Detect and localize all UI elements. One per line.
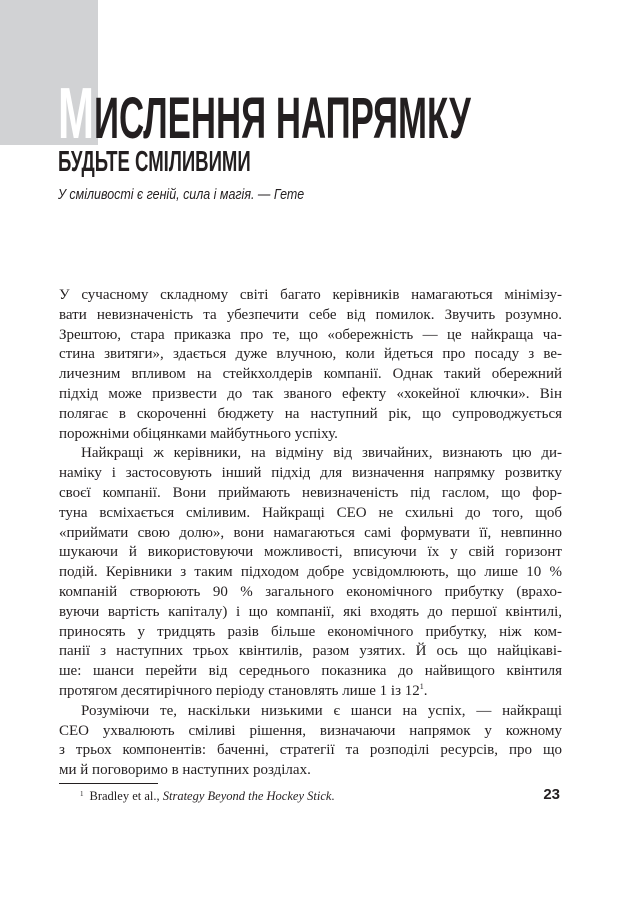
paragraph [59,444,562,701]
paragraph [59,702,562,781]
title-rest: ИСЛЕННЯ НАПРЯМКУ [93,86,471,151]
text-line: полягає в скороченні бюджету на наступний рік, що супроводжується [59,405,562,422]
page-number: 23 [543,786,560,803]
text-line: Розуміючи те, наскільки низькими є шанси на успіх, — найкращі [81,702,562,719]
footnote-number: 1 [80,790,84,798]
chapter-title [58,74,471,154]
text-line: У сучасному складному світі багато керівників намагаються мінімізу- [59,287,562,303]
footnote-rule [59,783,158,784]
text-line: туна всміхається сміливим. Найкращі CEO не схильні до того, щоб [59,504,562,521]
epigraph: У сміливості є геній, сила і магія. — Гете [58,187,305,203]
text-line: CEO ухвалюють сміливі рішення, визначаючи напрямок у кожному [59,722,562,739]
text-line: приносять у тридцять разів більше економічного прибутку, ніж ком- [59,623,562,640]
text-line: «приймати свою долю», вони намагаються самі формувати її, невпинно [59,524,562,541]
text-line: вати невизначеність та убезпечити себе від помилок. Звучить розумно. [59,306,562,323]
text-line: ше: шанси перейти від середнього показника до найвищого квінтиля [59,663,562,680]
footnote-reference[interactable]: 1 [419,681,424,691]
text-line: порожніми обіцянками майбутнього успіху. [59,425,338,442]
paragraph [59,286,562,444]
text-line: своєї компанії. Вони приймають невизначеність під гаслом, що фор- [59,484,562,501]
title-initial: М [58,74,94,154]
text-line: личезним впливом на стейкхолдерів компанії. Однак такий обережний [59,366,562,383]
line-tail: . [423,682,428,699]
text-line: подій. Керівники з таким підходом добре усвідомлюють, що лише 10 % [59,564,562,581]
text-line: компаній створюють 90 % загального економічного прибутку (врахо- [59,583,562,600]
section-subtitle: БУДЬТЕ СМІЛИВИМИ [58,146,251,178]
body-text [59,286,562,781]
footnote-author: Bradley et al., [89,789,160,803]
text-line: Найкращі ж керівники, на відміну від звичайних, визнають цю ди- [81,445,562,462]
text-line: наміку і застосовують інший підхід для визначення напрямку розвитку [59,465,562,482]
footnote-end: . [331,789,335,803]
text-line: з трьох компонентів: баченні, стратегії та розподілі ресурсів, про що [59,742,562,759]
text-line: протягом десятирічного періоду становлять лише 1 із $12^1$. [59,681,428,699]
text-line: панії з наступних трьох квінтилів, разом узятих. Й ось що найцікаві- [59,643,562,660]
text-line: шукаючи й використовуючи можливості, вписуючи їх у свій горизонт [59,544,562,561]
text-line: вуючи вартість капіталу) і що компанії, які входять до першої квінтилі, [59,603,562,620]
text-line: стина звитяги», здається дуже влучною, коли йдеться про посаду з ве- [59,346,562,363]
footnote [80,789,335,804]
footnote-title: Strategy Beyond the Hockey Stick [162,789,332,803]
text-line: підхід може призвести до так званого ефекту «хокейної ключки». Він [59,385,562,402]
text-line: ми й поговоримо в наступних розділах. [59,762,311,779]
text-line: Зрештою, стара приказка про те, що «обережність — це найкраща ча- [59,326,562,343]
